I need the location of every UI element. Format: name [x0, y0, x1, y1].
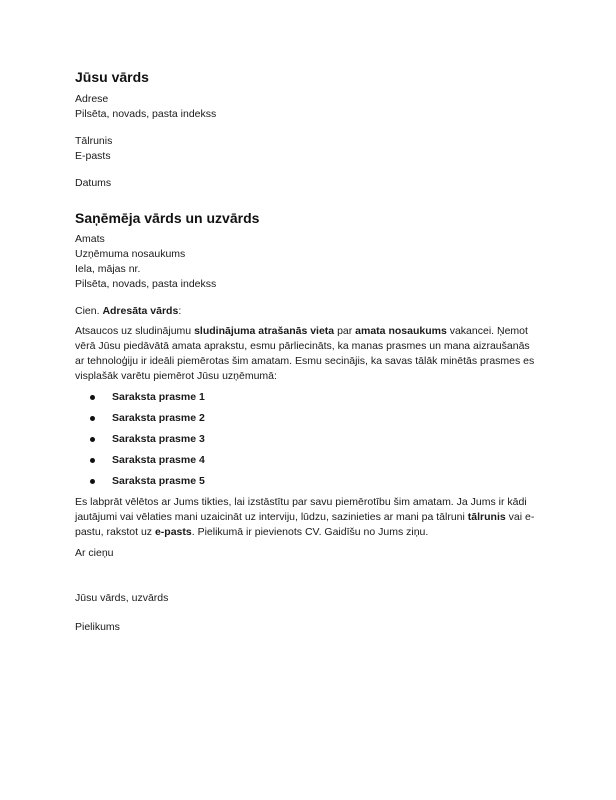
list-item: Saraksta prasme 5: [75, 474, 541, 495]
closing-email: e-pasts: [154, 526, 192, 538]
ad-location: sludinājuma atrašanās vieta: [194, 325, 335, 337]
signature-name: Jūsu vārds, uzvārds: [75, 592, 169, 604]
requirements-list: [75, 390, 541, 495]
intro-paragraph: Atsaucos uz sludinājumu sludinājuma atrašanās vieta par amata nosaukums vakancei. Ņemot vērā Jūsu piedāvātā amata aprakstu, esmu pārliecināts, ka manas prasmes un mana aizraušanās ar tehnoloģiju ir ideāli piemērotas šim amatam. Esmu secinājis, ka savas tālāk minētās prasmes es visplašāk varētu piemērot Jūsu uzņēmumā:: [75, 325, 535, 382]
recipient-title: Amats: [75, 233, 105, 245]
signoff: Ar cieņu: [75, 547, 114, 559]
sender-city-line: Pilsēta, novads, pasta indekss: [75, 108, 217, 120]
salutation-name: Adresāta vārds: [102, 305, 179, 317]
letter-page: [75, 68, 541, 635]
bullet-icon: [90, 416, 95, 421]
bullet-icon: [90, 437, 95, 442]
sender-name: Jūsu vārds: [75, 69, 149, 85]
recipient-company: Uzņēmuma nosaukums: [75, 248, 186, 260]
recipient-city-line: Pilsēta, novads, pasta indekss: [75, 278, 217, 290]
letter-date: Datums: [75, 177, 112, 189]
bullet-icon: [90, 458, 95, 463]
recipient-name: Saņēmēja vārds un uzvārds: [75, 210, 260, 226]
salutation: Cien. Adresāta vārds:: [75, 305, 182, 317]
list-item: Saraksta prasme 1: [75, 390, 541, 411]
bullet-icon: [90, 395, 95, 400]
sender-email: E-pasts: [75, 150, 111, 162]
sender-phone: Tālrunis: [75, 135, 113, 147]
bullet-icon: [90, 479, 95, 484]
closing-phone: tālrunis: [467, 511, 506, 523]
position-name: amata nosaukums: [355, 325, 447, 337]
list-item: Saraksta prasme 2: [75, 411, 541, 432]
list-item: Saraksta prasme 3: [75, 432, 541, 453]
closing-paragraph: Es labprāt vēlētos ar Jums tikties, lai izstāstītu par savu piemērotību šim amatam. Ja Jums ir kādi jautājumi vai vēlaties mani uzaicināt uz interviju, lūdzu, sazinieties ar mani pa tālruni tālrunis vai e-pastu, rakstot uz e-pasts. Pielikumā ir pievienots CV. Gaidīšu no Jums ziņu.: [75, 496, 535, 538]
sender-address: Adrese: [75, 93, 109, 105]
recipient-street: Iela, mājas nr.: [75, 263, 141, 275]
enclosure: Pielikums: [75, 621, 120, 633]
list-item: Saraksta prasme 4: [75, 453, 541, 474]
